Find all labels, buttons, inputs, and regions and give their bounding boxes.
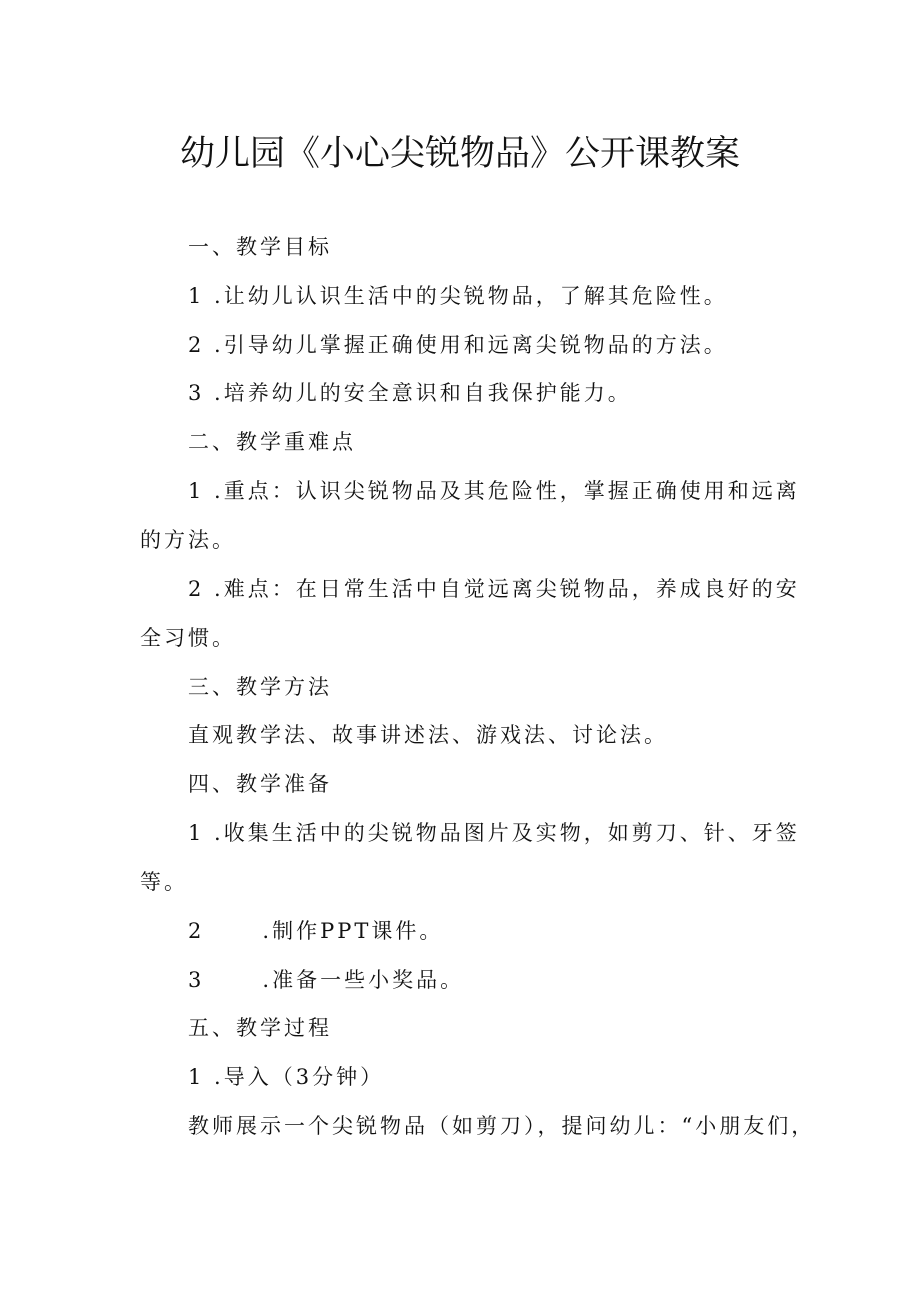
section-heading-objectives: 一、教学目标 [188, 235, 332, 259]
process-step-1-text: 教师展示一个尖锐物品（如剪刀），提问幼儿：“小朋友们， [188, 1114, 816, 1138]
section-heading-process: 五、教学过程 [188, 1016, 332, 1040]
preparation-item-3: 3 .准备一些小奖品。 [188, 968, 465, 992]
key-point-line-2-continued: 全习惯。 [140, 626, 236, 650]
key-point-line-1-continued: 的方法。 [140, 528, 236, 552]
methods-text: 直观教学法、故事讲述法、游戏法、讨论法。 [188, 723, 668, 747]
objective-item-3: 3 .培养幼儿的安全意识和自我保护能力。 [188, 381, 632, 405]
key-point-line-2: 2 .难点：在日常生活中自觉远离尖锐物品，养成良好的安 [188, 577, 800, 601]
process-step-1-heading: 1 .导入（3分钟） [188, 1065, 385, 1089]
objective-item-2: 2 .引导幼儿掌握正确使用和远离尖锐物品的方法。 [188, 333, 728, 357]
key-point-line-1: 1 .重点：认识尖锐物品及其危险性，掌握正确使用和远离 [188, 479, 800, 503]
section-heading-preparation: 四、教学准备 [188, 772, 332, 796]
section-heading-key-points: 二、教学重难点 [188, 430, 356, 454]
preparation-item-1-continued: 等。 [140, 870, 188, 894]
objective-item-1: 1 .让幼儿认识生活中的尖锐物品，了解其危险性。 [188, 284, 728, 308]
preparation-item-2: 2 .制作PPT课件。 [188, 919, 444, 943]
preparation-item-1: 1 .收集生活中的尖锐物品图片及实物，如剪刀、针、牙签 [188, 821, 800, 845]
document-title: 幼儿园《小心尖锐物品》公开课教案 [179, 134, 740, 174]
section-heading-methods: 三、教学方法 [188, 675, 332, 699]
